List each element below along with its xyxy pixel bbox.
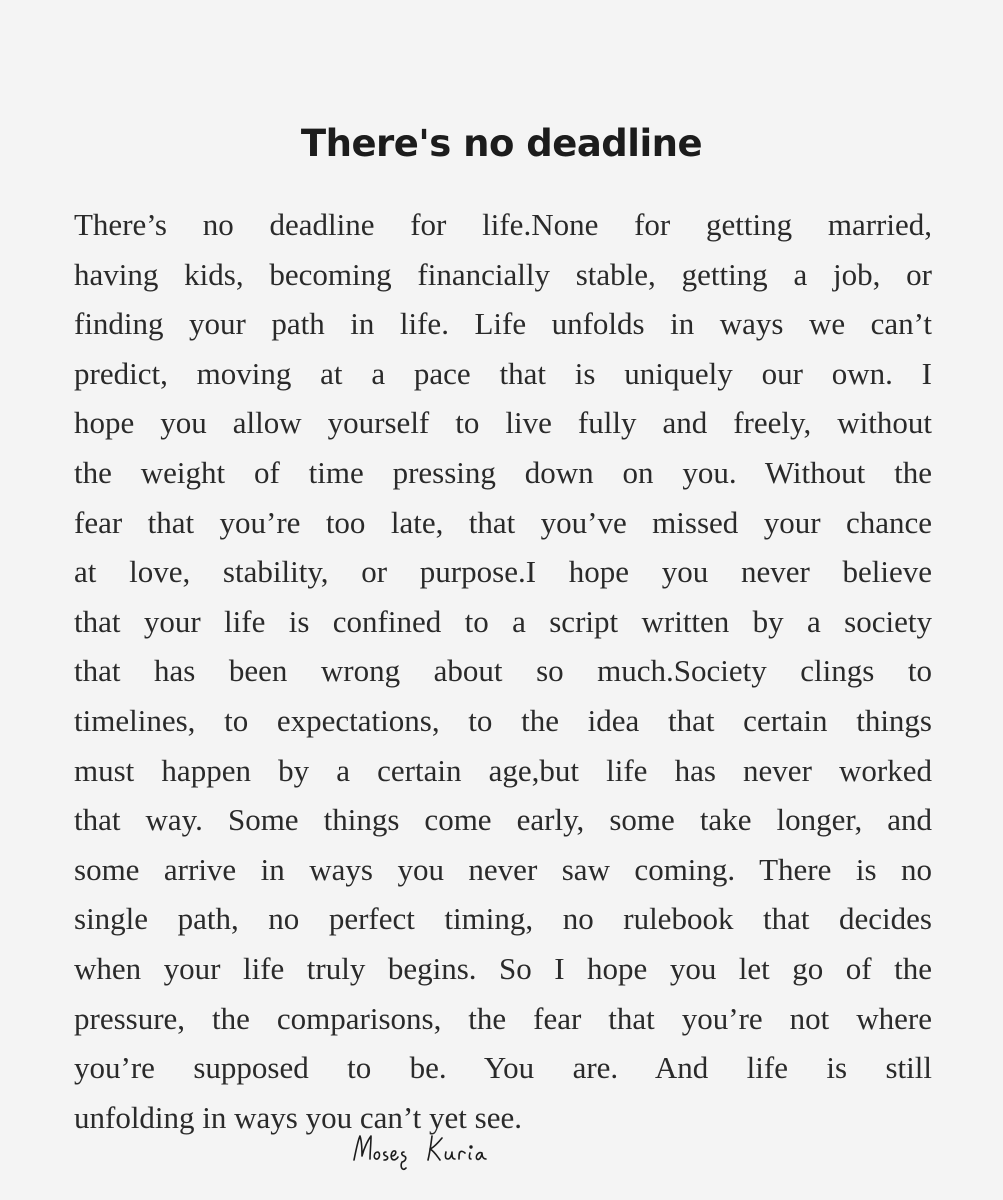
text-line: the weight of time pressing down on you. Without the (74, 454, 932, 490)
text-line: fear that you’re too late, that you’ve missed your chance (74, 504, 932, 540)
body-text (74, 200, 932, 1142)
text-line: that your life is confined to a script written by a society (74, 603, 932, 639)
text-line: unfolding in ways you can’t yet see. (74, 1099, 522, 1135)
text-line: at love, stability, or purpose.I hope you never believe (74, 554, 932, 590)
text-line: pressure, the comparisons, the fear that you’re not where (74, 1000, 932, 1036)
text-line: some arrive in ways you never saw coming. There is no (74, 851, 932, 887)
text-line: must happen by a certain age,but life has never worked (74, 752, 932, 788)
author-signature (340, 1128, 520, 1176)
text-line: finding your path in life. Life unfolds in ways we can’t (74, 306, 932, 342)
text-line: that way. Some things come early, some take longer, and (74, 802, 932, 838)
signature-graphic (340, 1128, 520, 1176)
text-line: There’s no deadline for life.None for getting married, (74, 207, 932, 242)
text-line: hope you allow yourself to live fully and freely, without (74, 405, 932, 441)
page-title: There's no deadline (300, 122, 703, 165)
text-line: having kids, becoming financially stable, getting a job, or (74, 256, 932, 292)
text-line: you’re supposed to be. You are. And life is still (74, 1050, 932, 1086)
text-line: when your life truly begins. So I hope you let go of the (74, 950, 932, 986)
text-line: timelines, to expectations, to the idea that certain things (74, 702, 932, 738)
text-line: single path, no perfect timing, no rulebook that decides (74, 901, 932, 937)
text-line: predict, moving at a pace that is uniquely our own. I (74, 355, 932, 391)
text-line: that has been wrong about so much.Society clings to (74, 653, 932, 689)
